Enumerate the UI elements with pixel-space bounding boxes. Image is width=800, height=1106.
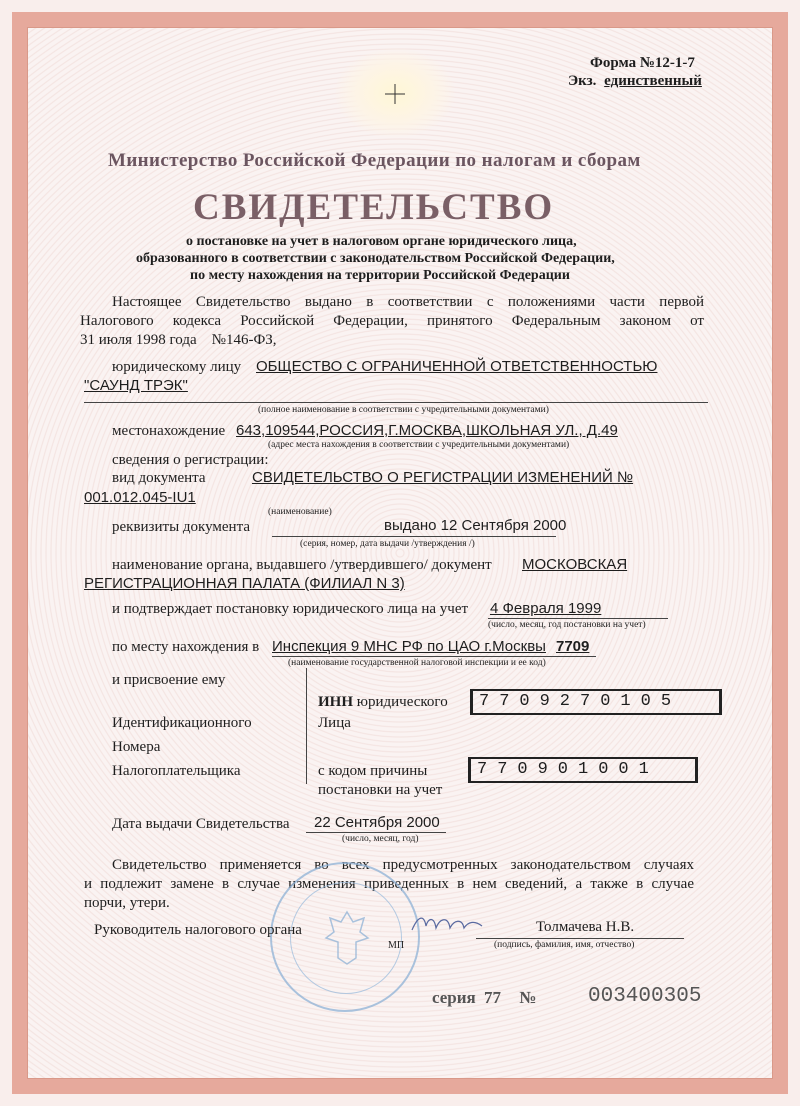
- subtitle-line-3: по месту нахождения на территории Российской Федерации: [190, 268, 570, 283]
- inn-label: [318, 694, 448, 711]
- issuer-label: наименование органа, выдавшего /утвердившего/ документ: [112, 557, 492, 573]
- issue-date-value: 22 Сентября 2000: [314, 814, 440, 831]
- registration-label: сведения о регистрации:: [112, 452, 269, 468]
- copy-value: единственный: [604, 73, 702, 89]
- kpp-label-line1: с кодом причины: [318, 763, 428, 779]
- doc-type-caption: (наименование): [268, 507, 332, 517]
- signature-caption: (подпись, фамилия, имя, отчество): [494, 940, 635, 950]
- head-name: Толмачева Н.В.: [536, 919, 635, 935]
- address-value: 643,109544,РОССИЯ,Г.МОСКВА,ШКОЛЬНАЯ УЛ., Д.49: [236, 422, 618, 439]
- doc-type-line2: 001.012.045-IU1: [84, 489, 196, 506]
- legal-entity-underline: [84, 402, 708, 403]
- location-label: по месту нахождения в: [112, 639, 260, 655]
- issue-date-caption: (число, месяц, год): [342, 834, 419, 844]
- doc-details-blank-line: [272, 536, 556, 537]
- confirmation-date-caption: (число, месяц, год постановки на учет): [488, 620, 646, 630]
- registration-cross-icon: [385, 84, 405, 104]
- kpp-label-line2: постановки на учет: [318, 782, 443, 798]
- issue-date-underline: [306, 832, 446, 833]
- series-block: [432, 988, 536, 1008]
- legal-entity-caption: (полное наименование в соответствии с учредительными документами): [258, 405, 549, 415]
- validity-line-2: и подлежит замене в случае изменения приведенных в нем сведений, а также в случае: [84, 876, 694, 892]
- left-label-identification: Идентификационного: [112, 715, 252, 731]
- form-number: Форма №12-1-7: [590, 55, 695, 71]
- ministry-name: Министерство Российской Федерации по налогам и сборам: [108, 150, 641, 171]
- doc-details-caption: (серия, номер, дата выдачи /утверждения /): [300, 539, 475, 549]
- kpp-value-box: 770901001: [468, 757, 698, 783]
- intro-line-3: 31 июля 1998 года №146-ФЗ,: [80, 332, 277, 348]
- validity-line-3: порчи, утери.: [84, 895, 170, 911]
- inn-divider: [306, 668, 307, 784]
- doc-details-label: реквизиты документа: [112, 519, 250, 535]
- inn-value-box: 7709270105: [470, 689, 722, 715]
- document-title: СВИДЕТЕЛЬСТВО: [193, 187, 555, 228]
- confirmation-date: 4 Февраля 1999: [490, 600, 602, 617]
- handwritten-signature: [408, 908, 488, 938]
- copy-label: Экз.: [568, 73, 597, 89]
- legal-entity-name-line1: ОБЩЕСТВО С ОГРАНИЧЕННОЙ ОТВЕТСТВЕННОСТЬЮ: [256, 358, 658, 375]
- issuer-line2: РЕГИСТРАЦИОННАЯ ПАЛАТА (ФИЛИАЛ N 3): [84, 575, 405, 592]
- series-label: серия: [432, 988, 476, 1007]
- doc-type-line1: СВИДЕТЕЛЬСТВО О РЕГИСТРАЦИИ ИЗМЕНЕНИЙ №: [252, 469, 634, 486]
- legal-entity-name-line2: "САУНД ТРЭК": [84, 377, 188, 394]
- inn-label-line2: Лица: [318, 715, 351, 731]
- subtitle-line-1: о постановке на учет в налоговом органе юридического лица,: [186, 234, 577, 249]
- series-number: 003400305: [588, 985, 702, 1008]
- series-value: 77: [484, 988, 501, 1007]
- intro-line-1: Настоящее Свидетельство выдано в соответствии с положениями части первой: [112, 294, 704, 310]
- mp-label: МП: [388, 940, 405, 951]
- confirmation-label: и подтверждает постановку юридического лица на учет: [112, 601, 469, 617]
- copy-info: [568, 73, 702, 90]
- inn-label-abbr: ИНН: [318, 694, 354, 710]
- issuer-line1: МОСКОВСКАЯ: [522, 556, 628, 573]
- head-label: Руководитель налогового органа: [94, 922, 302, 938]
- legal-entity-label: юридическому лицу: [112, 359, 242, 375]
- issue-date-label: Дата выдачи Свидетельства: [112, 816, 290, 832]
- inspection-code: 7709: [556, 638, 590, 655]
- inn-label-rest: юридического: [356, 694, 448, 710]
- intro-line-2: Налогового кодекса Российской Федерации, принятого Федеральным законом от: [80, 313, 704, 329]
- doc-details-value: выдано 12 Сентября 2000: [384, 517, 567, 534]
- inspection-caption: (наименование государственной налоговой инспекции и ее код): [288, 658, 546, 668]
- validity-line-1: Свидетельство применяется во всех предусмотренных законодательством случаях: [112, 857, 694, 873]
- address-label: местонахождение: [112, 423, 226, 439]
- subtitle-line-2: образованного в соответствии с законодательством Российской Федерации,: [136, 251, 615, 266]
- series-no-label: №: [519, 988, 537, 1007]
- address-caption: (адрес места нахождения в соответствии с учредительными документами): [268, 440, 570, 450]
- inspection-name: Инспекция 9 МНС РФ по ЦАО г.Москвы: [272, 638, 546, 655]
- inspection-underline: [272, 656, 596, 657]
- left-label-number: Номера: [112, 739, 161, 755]
- signature-line: [476, 938, 684, 939]
- assign-label: и присвоение ему: [112, 672, 226, 688]
- left-label-taxpayer: Налогоплательщика: [112, 763, 241, 779]
- doc-type-label: вид документа: [112, 470, 206, 486]
- eagle-emblem-icon: [322, 908, 372, 968]
- confirmation-date-underline: [488, 618, 668, 619]
